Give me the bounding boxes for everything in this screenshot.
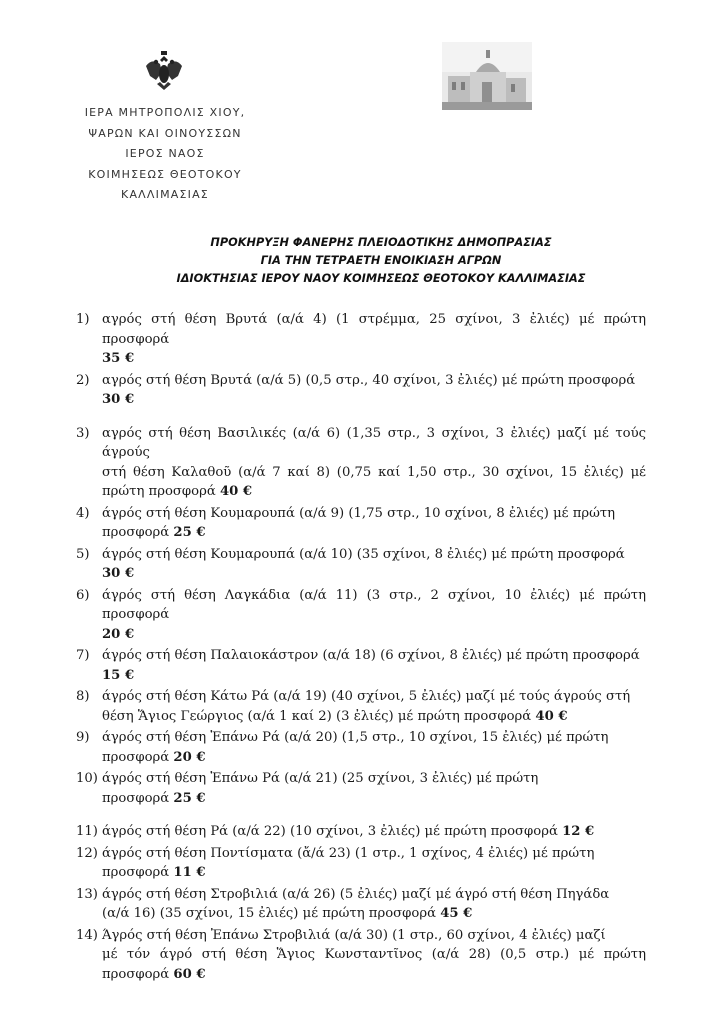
org-line: ΚΑΛΛΙΜΑΣΙΑΣ xyxy=(121,188,209,201)
title-line: ΙΔΙΟΚΤΗΣΙΑΣ ΙΕΡΟΥ ΝΑΟΥ ΚΟΙΜΗΣΕΩΣ ΘΕΟΤΟΚΟΥ ΚΑΛΛΙΜΑΣΙΑΣ xyxy=(176,272,586,285)
item-text: Άγρός στή θέση Ἐπάνω Στροβιλιά (α/ά 30) (1 στρ., 60 σχίνοι, 4 ἐλιές) μαζί xyxy=(102,927,606,943)
item-number: 7) xyxy=(76,648,90,663)
item-price: 11 € xyxy=(173,865,206,880)
org-line: ΙΕΡΟΣ ΝΑΟΣ xyxy=(125,147,205,160)
item-price: 40 € xyxy=(535,708,568,724)
item-text: άγρός στή θέση Κουμαρουπά (α/ά 10) (35 σχίνοι, 8 ἐλιές) μέ πρώτη προσφορά xyxy=(102,546,625,562)
item-number: 10) xyxy=(76,771,98,786)
item-text: άγρός στή θέση Ποντίσματα (ἄ/ά 23) (1 στρ., 1 σχίνος, 4 ἐλιές) μέ πρώτη xyxy=(102,845,595,861)
item-text: άγρός στή θέση Κάτω Ρά (α/ά 19) (40 σχίνοι, 5 ἐλιές) μαζί μέ τούς άγρούς στή xyxy=(102,689,631,704)
item-number: 4) xyxy=(76,505,90,521)
item-number: 6) xyxy=(76,587,90,603)
list-item xyxy=(72,646,646,685)
list-item xyxy=(72,504,646,543)
item-number: 2) xyxy=(76,372,90,388)
item-price: 15 € xyxy=(102,667,135,683)
org-line: ΙΕΡΑ ΜΗΤΡΟΠΟΛΙΣ ΧΙΟΥ, xyxy=(84,106,246,119)
item-text: άγρός στή θέση Κουμαρουπά (α/ά 9) (1,75 στρ., 10 σχίνοι, 8 ἐλιές) μέ πρώτη xyxy=(102,505,616,521)
item-text: άγρός στή θέση Ἐπάνω Ρά (α/ά 20) (1,5 στρ., 10 σχίνοι, 15 ἐλιές) μέ πρώτη xyxy=(102,730,609,745)
item-text: άγρός στή θέση Ἐπάνω Ρά (α/ά 21) (25 σχίνοι, 3 ἐλιές) μέ πρώτη xyxy=(102,771,539,786)
item-number: 11) xyxy=(76,824,98,839)
item-text-continued: προσφορά xyxy=(102,865,170,880)
item-price: 25 € xyxy=(173,525,206,540)
item-price: 12 € xyxy=(562,824,595,839)
double-headed-eagle-emblem xyxy=(142,50,186,94)
list-item xyxy=(72,926,646,985)
item-text-continued: μέ τόν άγρό στή θέση Ἅγιος Κωνσταντῖνος (α/ά 28) (0,5 στρ.) μέ πρώτη προσφορά xyxy=(102,947,646,982)
title-line: ΓΙΑ ΤΗΝ ΤΕΤΡΑΕΤΗ ΕΝΟΙΚΙΑΣΗ ΑΓΡΩΝ xyxy=(260,254,502,267)
title-line: ΠΡΟΚΗΡΥΞΗ ΦΑΝΕΡΗΣ ΠΛΕΙΟΔΟΤΙΚΗΣ ΔΗΜΟΠΡΑΣΙΑΣ xyxy=(210,236,552,249)
church-photo xyxy=(442,42,532,110)
item-text-continued: στή θέση Καλαθοῦ (α/ά 7 καί 8) (0,75 καί 1,50 στρ., 30 σχίνοι, 15 ἐλιές) μέ πρώτη προσφορά xyxy=(102,464,646,499)
field-list xyxy=(72,310,646,986)
item-number: 1) xyxy=(76,312,90,327)
item-text: άγρός στή θέση Ρά (α/ά 22) (10 σχίνοι, 3 ἐλιές) μέ πρώτη προσφορά xyxy=(102,824,558,839)
item-number: 9) xyxy=(76,730,90,745)
org-line: ΚΟΙΜΗΣΕΩΣ ΘΕΟΤΟΚΟΥ xyxy=(88,167,242,181)
list-item xyxy=(72,769,646,808)
item-text-continued: θέση Ἅγιος Γεώργιος (α/ά 1 καί 2) (3 ἐλιές) μέ πρώτη προσφορά xyxy=(102,708,532,724)
item-text-continued: προσφορά xyxy=(102,749,170,765)
item-text: άγρός στή θέση Λαγκάδια (α/ά 11) (3 στρ., 2 σχίνοι, 10 ἐλιές) μέ πρώτη προσφορά xyxy=(102,587,646,622)
list-item xyxy=(72,822,646,842)
item-price: 45 € xyxy=(440,906,473,921)
item-text-continued: προσφορά xyxy=(102,790,170,806)
item-number: 13) xyxy=(76,886,98,902)
item-price: 20 € xyxy=(173,749,206,765)
list-item xyxy=(72,687,646,726)
item-price: 30 € xyxy=(102,392,135,407)
item-price: 25 € xyxy=(173,790,206,806)
item-text-continued: προσφορά xyxy=(102,525,170,540)
list-item xyxy=(72,371,646,410)
item-number: 8) xyxy=(76,689,90,704)
org-line: ΨΑΡΩΝ ΚΑΙ ΟΙΝΟΥΣΣΩΝ xyxy=(88,126,242,140)
item-number: 14) xyxy=(76,927,98,943)
list-item xyxy=(72,545,646,584)
item-text: άγρός στή θέση Παλαιοκάστρον (α/ά 18) (6 σχίνοι, 8 ἐλιές) μέ πρώτη προσφορά xyxy=(102,648,640,663)
list-item xyxy=(72,310,646,369)
list-item xyxy=(72,728,646,767)
item-text: αγρός στή θέση Βρυτά (α/ά 5) (0,5 στρ., 40 σχίνοι, 3 ἐλιές) μέ πρώτη προσφορά xyxy=(102,372,636,388)
item-number: 3) xyxy=(76,425,90,441)
list-item xyxy=(72,885,646,924)
list-item xyxy=(72,844,646,883)
item-price: 35 € xyxy=(102,351,135,366)
item-price: 40 € xyxy=(219,484,253,499)
item-price: 60 € xyxy=(173,966,206,982)
item-text: αγρός στή θέση Βρυτά (α/ά 4) (1 στρέμμα, 25 σχίνοι, 3 ἐλιές) μέ πρώτη προσφορά xyxy=(102,312,646,347)
item-price: 20 € xyxy=(102,626,135,642)
announcement-title xyxy=(98,234,664,288)
item-text: άγρός στή θέση Στροβιλιά (α/ά 26) (5 ἐλιές) μαζί μέ άγρό στή θέση Πηγάδα xyxy=(102,886,610,902)
item-price: 30 € xyxy=(102,566,135,581)
item-number: 12) xyxy=(76,845,98,861)
list-item xyxy=(72,424,646,502)
list-item xyxy=(72,586,646,645)
organization-header xyxy=(60,103,270,206)
item-text: αγρός στή θέση Βασιλικές (α/ά 6) (1,35 στρ., 3 σχίνοι, 3 ἐλιές) μαζί μέ τούς άγρούς xyxy=(102,425,646,460)
item-number: 5) xyxy=(76,546,90,562)
item-text-continued: (α/ά 16) (35 σχίνοι, 15 ἐλιές) μέ πρώτη προσφορά xyxy=(102,906,436,921)
